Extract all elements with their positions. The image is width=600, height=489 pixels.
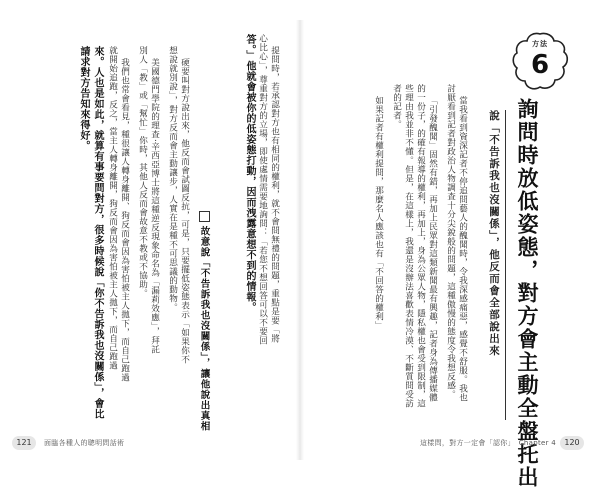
left-paragraph-8: 就開始追跑，反之，當主人轉身離開，狗反而會因為害怕被主人拋下，而自己跑過 (107, 46, 118, 370)
section-marker-icon (199, 211, 210, 222)
left-paragraph-3: 硬要叫對方說出來，他反而會試圖反抗，可是，只要擺低姿態表示「如果你不 (179, 58, 190, 364)
left-footer-text: 面臨各種人的聰明問話術 (44, 439, 125, 447)
right-paragraph-7: 如果記者有權利提問，那麼名人應該也有「不回答的權利」 (373, 96, 384, 330)
right-page-number: 120 (560, 436, 584, 450)
book-gutter (296, 20, 304, 460)
left-paragraph-2: 心比心」，尊重對方的立場，即使處情需要地詢問：「若您不想回答可以不要回 (257, 34, 268, 345)
page-subtitle: 說「不告訴我也沒關係」，他反而會全部說出來 (488, 110, 500, 357)
right-footer (420, 436, 590, 452)
method-number: 6 (530, 50, 550, 80)
page-title: 詢問時放低姿態，對方會主動全盤托出 (515, 98, 539, 489)
left-paragraph-1: 提問時，若承認對方也有相同的權利，就不會問無禮的問題，重點是要「將 (269, 46, 280, 343)
title-divider (505, 110, 506, 420)
left-bold-continued: 答。」他就會被你的低姿態打動，因而洩露意想不到的情報。 (244, 34, 255, 313)
right-paragraph-2: 討厭看到記者對政治人物調查十分尖銳般的問題，這種傲慢的態度令我想反感。 (445, 84, 456, 399)
right-paragraph-4: 的一份子，的確有報導的權利，再加上，身為公眾人物，隱私權也會受到限制，這 (415, 84, 426, 408)
right-paragraph-1: 當我看到資深記者不停追問藝人的醜聞時，令我深感痛惡，感覺不舒服。我也 (457, 96, 468, 402)
method-badge (511, 30, 569, 92)
left-footer (12, 436, 182, 452)
left-paragraph-9: 來。人也是如此，就算有事要問對方，很多時候說「你不告訴我也沒關係」，會比 (92, 46, 103, 419)
left-paragraph-10: 請求對方告知來得好。 (78, 46, 89, 151)
left-paragraph-5: 美國德門學院的理查·辛西亞博士將這種逆反現象命名為「漏莉效應」，拜託 (149, 58, 160, 354)
right-paragraph-3: 「引發醜聞」固然有錯，再加上民眾對這類新聞最有興趣，記者身為傳播媒體 (427, 96, 438, 402)
right-paragraph-5: 些理由我並非不懂。但是，在這樣上，我還是沒辦法喜歡表情冷漠、不斷質問受訪 (403, 84, 414, 408)
left-paragraph-4: 想說就別說」，對方反而會主動讓步，人實在是種不可思議的動物。 (167, 46, 178, 312)
right-paragraph-6: 者的記者。 (391, 84, 402, 129)
method-label: 方法 (532, 40, 548, 48)
left-paragraph-6: 別人「教」或「幫忙」你時，其他人反而會故意不教或不協助。 (137, 46, 148, 298)
left-page-number: 121 (12, 436, 36, 450)
left-paragraph-7: 我們也常會看見，種很讓人轉身離開、狗反而會因為害怕被主人拋下，而自己跑過 (119, 58, 130, 382)
right-footer-text: 這樣問，對方一定會「認你」 Chapter 4 (420, 439, 557, 447)
section-heading-1: 故意說「不告訴我也沒關係」，讓他說出真相 (198, 226, 210, 432)
